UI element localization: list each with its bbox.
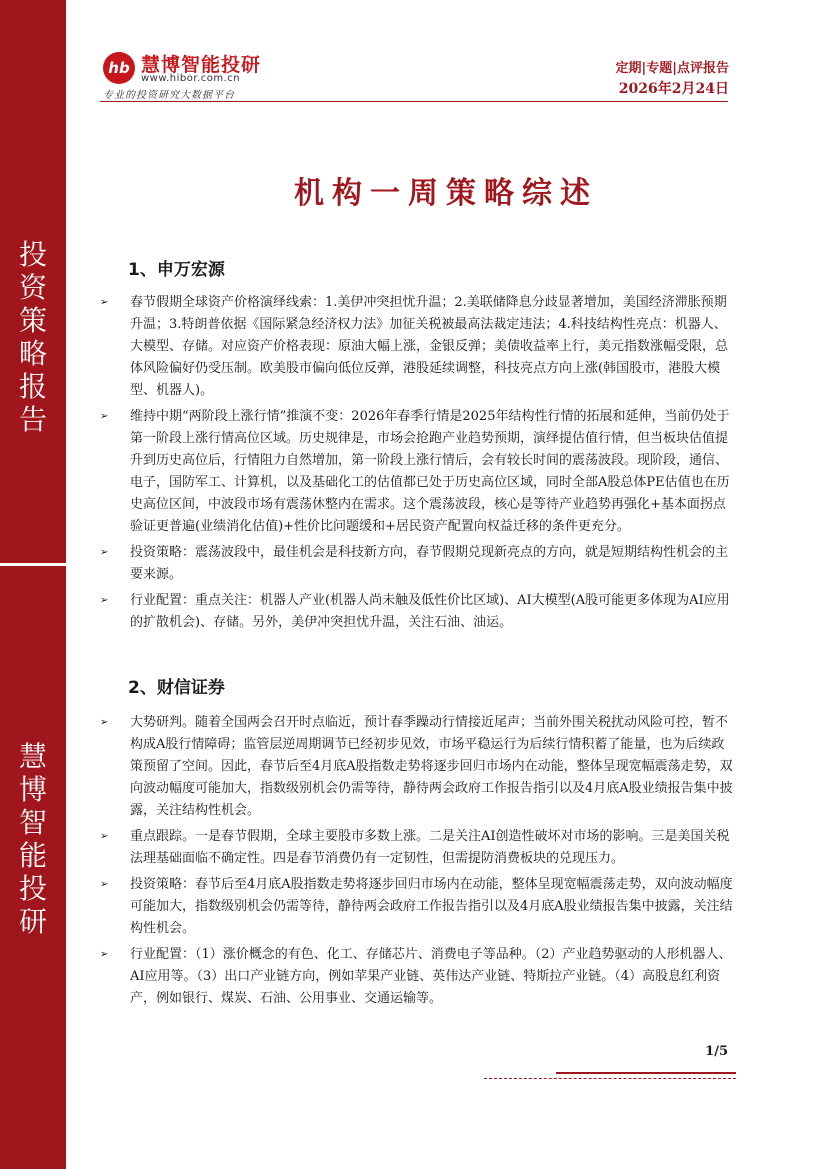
section-heading: 2、财信证券 (128, 678, 225, 698)
list-item (100, 874, 736, 940)
bullet-text: 行业配置：重点关注：机器人产业(机器人尚未触及低性价比区域)、AI大模型(A股可能更多体现为AI应用的扩散机会)、存储。另外，美伊冲突担忧升温，关注石油、油运。 (130, 593, 730, 630)
bullet-text: 投资策略：震荡波段中，最佳机会是科技新方向，春节假期兑现新亮点的方向，就是短期结构性机会的主要来源。 (130, 545, 729, 582)
arrow-bullet-icon: ➢ (100, 831, 109, 842)
section-heading: 1、申万宏源 (128, 260, 225, 280)
sidebar-brand: 慧博智能投研 (18, 740, 47, 938)
sidebar-report-category: 投资策略报告 (18, 238, 47, 436)
bullet-text: 重点跟踪。一是春节假期，全球主要股市多数上涨。二是关注AI创造性破坏对市场的影响。三是美国关税法理基础面临不确定性。四是春节消费仍有一定韧性，但需提防消费板块的兑现压力。 (130, 829, 730, 866)
header-rule (100, 101, 728, 102)
arrow-bullet-icon: ➢ (100, 879, 109, 890)
logo-mark-icon: hb (103, 52, 135, 84)
sidebar (0, 0, 66, 1169)
bullet-list (100, 292, 736, 638)
list-item (100, 406, 736, 538)
page-title: 机构一周策略综述 (294, 176, 598, 211)
bullet-text: 春节假期全球资产价格演绎线索：1.美伊冲突担忧升温；2.美联储降息分歧显著增加，美国经济滞胀预期升温；3.特朗普依据《国际紧急经济权力法》加征关税被最高法裁定违法；4.科技结构性亮点：机器人、大模型、存储。对应资产价格表现：原油大幅上涨，金银反弹；美债收益率上行，美元指数涨幅受限，总体风险偏好仍受压制。欧美股市偏向低位反弹，港股延续调整，科技亮点方向上涨(韩国股市，港股大模型、机器人)。 (130, 295, 729, 398)
list-item (100, 712, 736, 822)
bullet-text: 大势研判。随着全国两会召开时点临近，预计春季躁动行情接近尾声；当前外围关税扰动风险可控，暂不构成A股行情障碍；监管层逆周期调节已经初步见效，市场平稳运行为后续行情积蓄了能量，也为后续政策预留了空间。因此，春节后至4月底A股指数走势将逐步回归市场内在动能，整体呈现宽幅震荡走势，双向波动幅度可能加大，指数级别机会仍需等待，静待两会政府工作报告指引以及4月底A股业绩报告集中披露，关注结构性机会。 (130, 715, 733, 818)
page-number: 1/5 (705, 1044, 728, 1059)
sidebar-divider (0, 563, 66, 566)
list-item (100, 292, 736, 402)
arrow-bullet-icon: ➢ (100, 547, 109, 558)
arrow-bullet-icon: ➢ (100, 717, 109, 728)
list-item (100, 944, 736, 1010)
list-item (100, 826, 736, 870)
logo[interactable] (103, 50, 363, 101)
logo-slogan: 专业的投资研究大数据平台 (103, 90, 235, 101)
list-item (100, 590, 736, 634)
footer-dotted-rule (484, 1078, 736, 1079)
arrow-bullet-icon: ➢ (100, 297, 109, 308)
report-date: 2026年2月24日 (618, 81, 729, 97)
bullet-list (100, 712, 736, 1014)
list-item (100, 542, 736, 586)
bullet-text: 行业配置：（1）涨价概念的有色、化工、存储芯片、消费电子等品种。（2）产业趋势驱动的人形机器人、AI应用等。（3）出口产业链方向，例如苹果产业链、英伟达产业链、特斯拉产业链。（4）高股息红利资产，例如银行、煤炭、石油、公用事业、交通运输等。 (130, 947, 732, 1006)
arrow-bullet-icon: ➢ (100, 949, 109, 960)
arrow-bullet-icon: ➢ (100, 595, 109, 606)
logo-url: www.hibor.com.cn (141, 73, 241, 84)
logo-name: 慧博智能投研 (141, 54, 262, 76)
report-type: 定期|专题|点评报告 (615, 61, 729, 76)
bullet-text: 投资策略：春节后至4月底A股指数走势将逐步回归市场内在动能，整体呈现宽幅震荡走势，双向波动幅度可能加大，指数级别机会仍需等待，静待两会政府工作报告指引以及4月底A股业绩报告集中披露，关注结构性机会。 (130, 877, 733, 936)
arrow-bullet-icon: ➢ (100, 411, 109, 422)
footer-rule (556, 1072, 736, 1074)
bullet-text: 维持中期“两阶段上涨行情”推演不变：2026年春季行情是2025年结构性行情的拓展和延伸，当前仍处于第一阶段上涨行情高位区域。历史规律是，市场会抢跑产业趋势预期，演绎提估值行情，但当板块估值提升到历史高位后，行情阻力自然增加，第一阶段上涨行情后，会有较长时间的震荡波段。现阶段，通信、电子，国防军工、计算机，以及基础化工的估值都已处于历史高位区域，同时全部A股总体PE估值也在历史高位区间，中波段市场有震荡休整内在需求。这个震荡波段，核心是等待产业趋势再强化+基本面拐点验证更普遍(业绩消化估值)+性价比问题缓和+居民资产配置向权益迁移的条件更充分。 (130, 409, 730, 534)
